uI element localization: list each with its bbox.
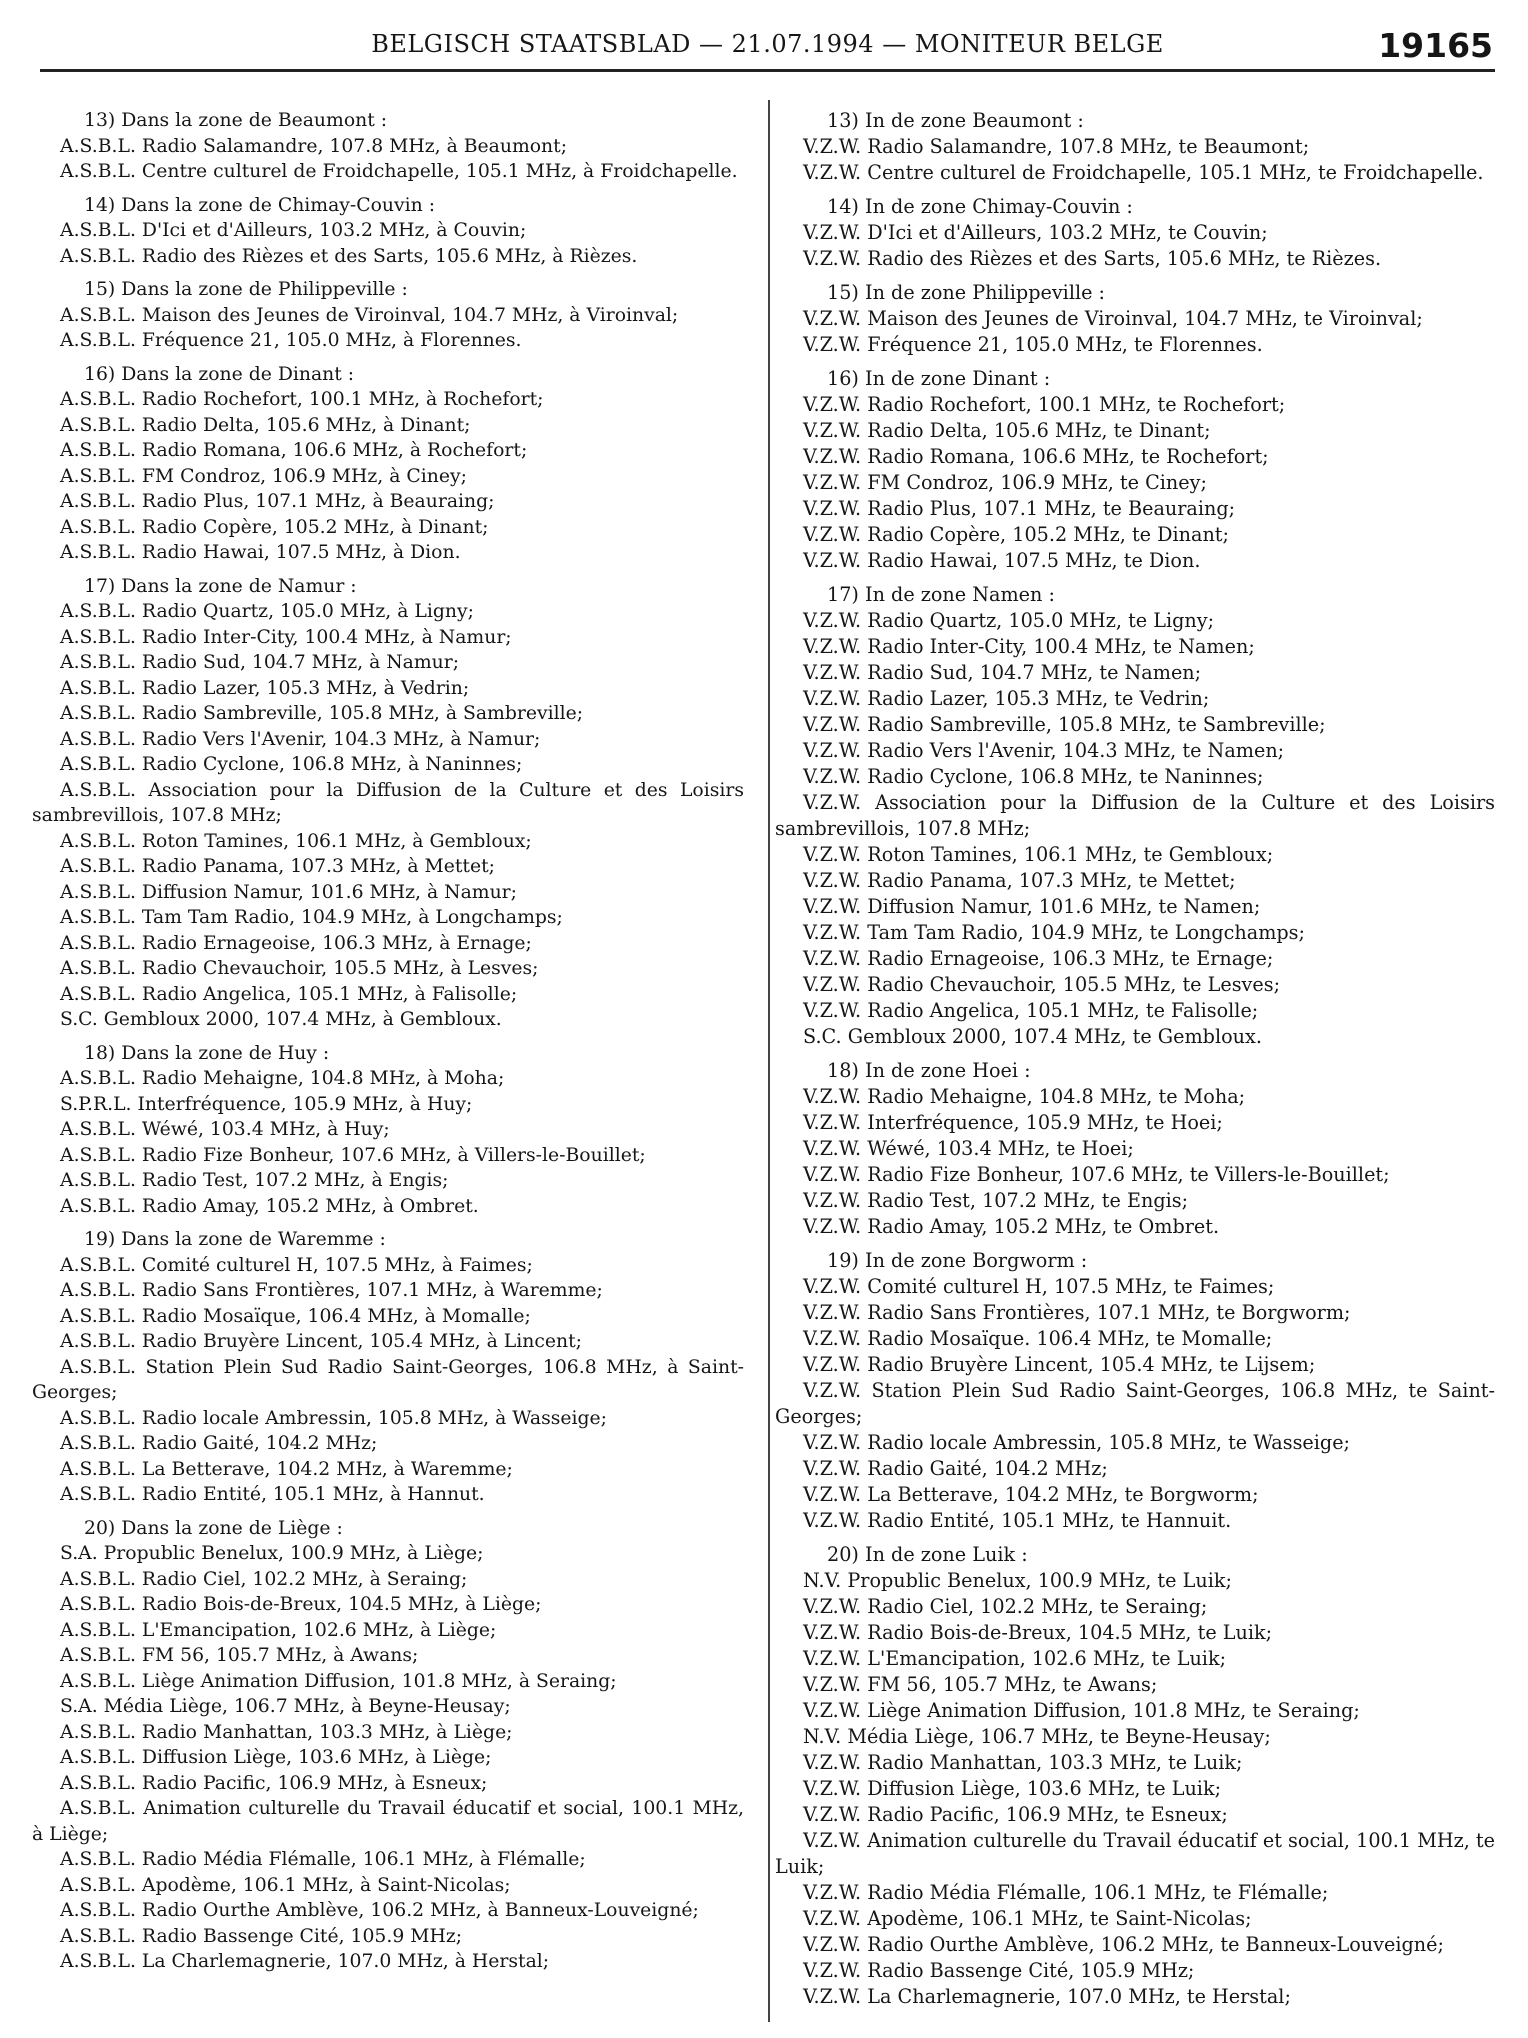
station-entry: V.Z.W. Apodème, 106.1 MHz, te Saint-Nicolas; (803, 1907, 1252, 1930)
station-entry: V.Z.W. Radio Manhattan, 103.3 MHz, te Luik; (803, 1751, 1243, 1774)
station-entry: V.Z.W. Radio Ourthe Amblève, 106.2 MHz, te Banneux-Louveigné; (803, 1933, 1444, 1956)
station-entry: V.Z.W. Radio locale Ambressin, 105.8 MHz, te Wasseige; (803, 1431, 1351, 1454)
station-entry: A.S.B.L. L'Emancipation, 102.6 MHz, à Liège; (60, 1619, 497, 1641)
station-entry: V.Z.W. Radio Bois-de-Breux, 104.5 MHz, te Luik; (803, 1621, 1273, 1644)
station-entry: A.S.B.L. Radio Sambreville, 105.8 MHz, à Sambreville; (60, 703, 584, 724)
station-entry: A.S.B.L. La Charlemagnerie, 107.0 MHz, à Herstal; (60, 1951, 550, 1972)
station-entry: A.S.B.L. Wéwé, 103.4 MHz, à Huy; (60, 1119, 390, 1140)
station-entry: V.Z.W. Radio Panama, 107.3 MHz, te Mettet; (803, 869, 1236, 892)
station-entry: V.Z.W. Radio Bruyère Lincent, 105.4 MHz, te Lijsem; (803, 1353, 1316, 1376)
station-entry: A.S.B.L. Fréquence 21, 105.0 MHz, à Florennes. (60, 330, 522, 351)
station-entry: A.S.B.L. Radio Ernageoise, 106.3 MHz, à Ernage; (60, 932, 532, 954)
zone-heading: 17) Dans la zone de Namur : (84, 575, 357, 597)
station-entry: V.Z.W. La Betterave, 104.2 MHz, te Borgworm; (803, 1483, 1259, 1506)
zone-section (32, 1516, 744, 1975)
zone-heading: 13) In de zone Beaumont : (827, 109, 1084, 132)
zone-section (775, 1058, 1495, 1240)
page-header (40, 26, 1495, 65)
zone-heading: 13) Dans la zone de Beaumont : (84, 110, 388, 131)
station-entry: V.Z.W. Radio Plus, 107.1 MHz, te Beauraing; (803, 497, 1236, 520)
zone-heading: 15) In de zone Philippeville : (827, 281, 1106, 304)
station-entry: S.P.R.L. Interfréquence, 105.9 MHz, à Huy; (60, 1093, 473, 1115)
zone-heading: 20) Dans la zone de Liège : (84, 1517, 343, 1539)
station-entry: A.S.B.L. Roton Tamines, 106.1 MHz, à Gembloux; (60, 830, 532, 852)
zone-section (775, 1248, 1495, 1534)
station-entry: V.Z.W. Radio Bassenge Cité, 105.9 MHz; (803, 1959, 1195, 1982)
zone-heading: 14) Dans la zone de Chimay-Couvin : (84, 194, 436, 216)
station-entry: V.Z.W. Association pour la Diffusion de la Culture et des Loisirs sambrevillois, 107.8 MHz; (775, 791, 1495, 840)
page-number: 19165 (1378, 26, 1493, 65)
station-entry: A.S.B.L. Radio Panama, 107.3 MHz, à Mettet; (60, 856, 495, 877)
station-entry: V.Z.W. L'Emancipation, 102.6 MHz, te Luik; (803, 1647, 1227, 1670)
station-entry: A.S.B.L. Radio Pacific, 106.9 MHz, à Esneux; (60, 1772, 488, 1794)
station-entry: V.Z.W. Diffusion Liège, 103.6 MHz, te Luik; (803, 1777, 1222, 1800)
station-entry: A.S.B.L. Radio Vers l'Avenir, 104.3 MHz, à Namur; (60, 728, 541, 750)
station-entry: S.C. Gembloux 2000, 107.4 MHz, te Gembloux. (803, 1025, 1262, 1048)
station-entry: A.S.B.L. Apodème, 106.1 MHz, à Saint-Nicolas; (60, 1874, 511, 1896)
station-entry: A.S.B.L. FM Condroz, 106.9 MHz, à Ciney; (60, 465, 467, 487)
station-entry: V.Z.W. Radio Sambreville, 105.8 MHz, te Sambreville; (803, 713, 1326, 736)
station-entry: V.Z.W. Maison des Jeunes de Viroinval, 104.7 MHz, te Viroinval; (803, 307, 1423, 330)
station-entry: V.Z.W. Radio Romana, 106.6 MHz, te Rochefort; (803, 445, 1269, 468)
station-entry: V.Z.W. Radio Lazer, 105.3 MHz, te Vedrin; (803, 687, 1210, 710)
station-entry: V.Z.W. Radio Test, 107.2 MHz, te Engis; (803, 1189, 1189, 1212)
station-entry: A.S.B.L. Radio Hawai, 107.5 MHz, à Dion. (60, 542, 461, 563)
station-entry: V.Z.W. Radio Salamandre, 107.8 MHz, te Beaumont; (803, 135, 1310, 158)
station-entry: V.Z.W. Radio Rochefort, 100.1 MHz, te Rochefort; (803, 393, 1286, 416)
zone-heading: 18) In de zone Hoei : (827, 1059, 1031, 1082)
station-entry: A.S.B.L. Radio Salamandre, 107.8 MHz, à Beaumont; (60, 135, 568, 157)
station-entry: V.Z.W. Wéwé, 103.4 MHz, te Hoei; (803, 1137, 1134, 1160)
station-entry: V.Z.W. Radio Quartz, 105.0 MHz, te Ligny; (803, 609, 1215, 632)
column-divider (768, 100, 770, 2022)
zone-section (775, 194, 1495, 272)
station-entry: A.S.B.L. Radio Gaité, 104.2 MHz; (60, 1433, 378, 1454)
station-entry: A.S.B.L. Radio Lazer, 105.3 MHz, à Vedrin; (60, 677, 470, 699)
station-entry: V.Z.W. Radio Gaité, 104.2 MHz; (803, 1457, 1108, 1480)
zone-section (32, 362, 744, 566)
zone-section (775, 108, 1495, 186)
station-entry: V.Z.W. Radio Amay, 105.2 MHz, te Ombret. (803, 1215, 1220, 1238)
station-entry: V.Z.W. Diffusion Namur, 101.6 MHz, te Namen; (803, 895, 1261, 918)
zone-section (32, 108, 744, 185)
station-entry: A.S.B.L. La Betterave, 104.2 MHz, à Waremme; (60, 1458, 513, 1480)
station-entry: A.S.B.L. Radio Ourthe Amblève, 106.2 MHz, à Banneux-Louveigné; (60, 1900, 699, 1921)
station-entry: V.Z.W. Radio Mosaïque. 106.4 MHz, te Momalle; (803, 1327, 1273, 1350)
station-entry: V.Z.W. Liège Animation Diffusion, 101.8 MHz, te Seraing; (803, 1699, 1360, 1722)
station-entry: V.Z.W. Radio Pacific, 106.9 MHz, te Esneux; (803, 1803, 1228, 1826)
station-entry: V.Z.W. Radio Ciel, 102.2 MHz, te Seraing; (803, 1595, 1208, 1618)
station-entry: A.S.B.L. Comité culturel H, 107.5 MHz, à Faimes; (60, 1254, 533, 1276)
station-entry: A.S.B.L. Radio Chevauchoir, 105.5 MHz, à Lesves; (60, 958, 539, 979)
station-entry: A.S.B.L. Association pour la Diffusion de la Culture et des Loisirs sambrevillois, 107.8 MHz; (32, 779, 744, 826)
station-entry: A.S.B.L. D'Ici et d'Ailleurs, 103.2 MHz, à Couvin; (60, 220, 527, 241)
station-entry: A.S.B.L. Radio Entité, 105.1 MHz, à Hannut. (60, 1484, 485, 1505)
zone-heading: 19) In de zone Borgworm : (827, 1249, 1088, 1272)
station-entry: V.Z.W. Animation culturelle du Travail éducatif et social, 100.1 MHz, te Luik; (775, 1829, 1495, 1878)
station-entry: A.S.B.L. Radio Sans Frontières, 107.1 MHz, à Waremme; (60, 1280, 603, 1301)
station-entry: V.Z.W. Radio des Rièzes et des Sarts, 105.6 MHz, te Rièzes. (803, 247, 1382, 270)
zone-section (32, 574, 744, 1033)
station-entry: A.S.B.L. Radio Romana, 106.6 MHz, à Rochefort; (60, 440, 528, 461)
station-entry: V.Z.W. Centre culturel de Froidchapelle, 105.1 MHz, te Froidchapelle. (803, 161, 1484, 184)
station-entry: A.S.B.L. Radio Manhattan, 103.3 MHz, à Liège; (60, 1721, 513, 1743)
station-entry: V.Z.W. Radio Sans Frontières, 107.1 MHz, te Borgworm; (803, 1301, 1351, 1324)
station-entry: V.Z.W. Radio Inter-City, 100.4 MHz, te Namen; (803, 635, 1255, 658)
station-entry: V.Z.W. Radio Mehaigne, 104.8 MHz, te Moha; (803, 1085, 1246, 1108)
station-entry: V.Z.W. Radio Ernageoise, 106.3 MHz, te Ernage; (803, 947, 1274, 970)
station-entry: A.S.B.L. Diffusion Liège, 103.6 MHz, à Liège; (60, 1747, 492, 1768)
station-entry: A.S.B.L. Radio Amay, 105.2 MHz, à Ombret. (60, 1195, 479, 1217)
station-entry: A.S.B.L. Radio Bassenge Cité, 105.9 MHz; (60, 1925, 463, 1947)
station-entry: A.S.B.L. Station Plein Sud Radio Saint-Georges, 106.8 MHz, à Saint-Georges; (32, 1356, 744, 1403)
station-entry: A.S.B.L. Radio Rochefort, 100.1 MHz, à Rochefort; (60, 389, 544, 410)
station-entry: V.Z.W. Tam Tam Radio, 104.9 MHz, te Longchamps; (803, 921, 1305, 944)
station-entry: N.V. Média Liège, 106.7 MHz, te Beyne-Heusay; (803, 1725, 1271, 1748)
station-entry: V.Z.W. Radio Média Flémalle, 106.1 MHz, te Flémalle; (803, 1881, 1329, 1904)
station-entry: S.A. Média Liège, 106.7 MHz, à Beyne-Heusay; (60, 1696, 511, 1717)
zone-heading: 18) Dans la zone de Huy : (84, 1042, 330, 1064)
station-entry: A.S.B.L. Animation culturelle du Travail éducatif et social, 100.1 MHz, à Liège; (32, 1798, 744, 1845)
station-entry: V.Z.W. Station Plein Sud Radio Saint-Georges, 106.8 MHz, te Saint-Georges; (775, 1379, 1495, 1428)
station-entry: V.Z.W. Radio Entité, 105.1 MHz, te Hannuit. (803, 1509, 1232, 1532)
station-entry: V.Z.W. Radio Copère, 105.2 MHz, te Dinant; (803, 523, 1229, 546)
station-entry: A.S.B.L. Radio des Rièzes et des Sarts, 105.6 MHz, à Rièzes. (60, 245, 638, 267)
station-entry: A.S.B.L. Radio Média Flémalle, 106.1 MHz, à Flémalle; (60, 1849, 586, 1870)
station-entry: A.S.B.L. Radio Sud, 104.7 MHz, à Namur; (60, 652, 460, 673)
zone-section (32, 193, 744, 270)
station-entry: A.S.B.L. Radio Fize Bonheur, 107.6 MHz, à Villers-le-Bouillet; (60, 1144, 646, 1166)
french-column (32, 108, 744, 1983)
dutch-column (775, 108, 1495, 2018)
station-entry: A.S.B.L. Radio Mosaïque, 106.4 MHz, à Momalle; (60, 1305, 531, 1327)
zone-section (775, 582, 1495, 1050)
station-entry: A.S.B.L. Radio Test, 107.2 MHz, à Engis; (60, 1170, 449, 1191)
header-title: BELGISCH STAATSBLAD — 21.07.1994 — MONITEUR BELGE (371, 30, 1164, 58)
station-entry: A.S.B.L. FM 56, 105.7 MHz, à Awans; (60, 1645, 419, 1666)
zone-heading: 14) In de zone Chimay-Couvin : (827, 195, 1133, 218)
zone-section (32, 1227, 744, 1508)
station-entry: V.Z.W. FM Condroz, 106.9 MHz, te Ciney; (803, 471, 1207, 494)
station-entry: A.S.B.L. Radio Ciel, 102.2 MHz, à Seraing; (60, 1568, 468, 1590)
station-entry: A.S.B.L. Radio Plus, 107.1 MHz, à Beauraing; (60, 491, 495, 512)
station-entry: A.S.B.L. Radio Copère, 105.2 MHz, à Dinant; (60, 516, 489, 538)
station-entry: V.Z.W. Comité culturel H, 107.5 MHz, te Faimes; (803, 1275, 1275, 1298)
station-entry: A.S.B.L. Radio Quartz, 105.0 MHz, à Ligny; (60, 601, 474, 622)
zone-heading: 16) In de zone Dinant : (827, 367, 1051, 390)
station-entry: S.A. Propublic Benelux, 100.9 MHz, à Liège; (60, 1543, 484, 1564)
station-entry: V.Z.W. Radio Vers l'Avenir, 104.3 MHz, te Namen; (803, 739, 1285, 762)
zone-heading: 19) Dans la zone de Waremme : (84, 1229, 386, 1250)
station-entry: N.V. Propublic Benelux, 100.9 MHz, te Luik; (803, 1569, 1232, 1592)
header-rule (40, 69, 1495, 72)
zone-section (32, 1041, 744, 1220)
zone-heading: 17) In de zone Namen : (827, 583, 1055, 606)
station-entry: V.Z.W. Radio Fize Bonheur, 107.6 MHz, te Villers-le-Bouillet; (803, 1163, 1390, 1186)
station-entry: V.Z.W. Radio Sud, 104.7 MHz, te Namen; (803, 661, 1202, 684)
station-entry: V.Z.W. Radio Chevauchoir, 105.5 MHz, te Lesves; (803, 973, 1281, 996)
zone-section (32, 277, 744, 354)
station-entry: V.Z.W. Fréquence 21, 105.0 MHz, te Florennes. (803, 333, 1263, 356)
station-entry: V.Z.W. Radio Angelica, 105.1 MHz, te Falisolle; (803, 999, 1259, 1022)
station-entry: V.Z.W. Roton Tamines, 106.1 MHz, te Gembloux; (803, 843, 1274, 866)
station-entry: S.C. Gembloux 2000, 107.4 MHz, à Gembloux. (60, 1009, 502, 1030)
station-entry: V.Z.W. Radio Cyclone, 106.8 MHz, te Naninnes; (803, 765, 1264, 788)
station-entry: A.S.B.L. Tam Tam Radio, 104.9 MHz, à Longchamps; (60, 907, 563, 928)
station-entry: A.S.B.L. Radio Delta, 105.6 MHz, à Dinant; (60, 414, 471, 436)
zone-heading: 16) Dans la zone de Dinant : (84, 363, 355, 385)
zone-heading: 20) In de zone Luik : (827, 1543, 1028, 1566)
zone-heading: 15) Dans la zone de Philippeville : (84, 279, 408, 300)
station-entry: A.S.B.L. Radio Bois-de-Breux, 104.5 MHz, à Liège; (60, 1594, 542, 1615)
zone-section (775, 280, 1495, 358)
station-entry: A.S.B.L. Radio Bruyère Lincent, 105.4 MHz, à Lincent; (60, 1331, 582, 1352)
station-entry: V.Z.W. Radio Delta, 105.6 MHz, te Dinant; (803, 419, 1211, 442)
station-entry: A.S.B.L. Centre culturel de Froidchapelle, 105.1 MHz, à Froidchapelle. (60, 161, 738, 182)
station-entry: A.S.B.L. Radio locale Ambressin, 105.8 MHz, à Wasseige; (60, 1407, 607, 1429)
station-entry: A.S.B.L. Liège Animation Diffusion, 101.8 MHz, à Seraing; (60, 1670, 617, 1692)
station-entry: V.Z.W. Radio Hawai, 107.5 MHz, te Dion. (803, 549, 1201, 572)
station-entry: A.S.B.L. Diffusion Namur, 101.6 MHz, à Namur; (60, 881, 517, 903)
station-entry: A.S.B.L. Radio Inter-City, 100.4 MHz, à Namur; (60, 626, 512, 648)
station-entry: A.S.B.L. Radio Cyclone, 106.8 MHz, à Naninnes; (60, 754, 523, 775)
station-entry: A.S.B.L. Maison des Jeunes de Viroinval, 104.7 MHz, à Viroinval; (60, 304, 679, 326)
zone-section (775, 366, 1495, 574)
station-entry: A.S.B.L. Radio Mehaigne, 104.8 MHz, à Moha; (60, 1068, 505, 1089)
station-entry: V.Z.W. FM 56, 105.7 MHz, te Awans; (803, 1673, 1158, 1696)
station-entry: A.S.B.L. Radio Angelica, 105.1 MHz, à Falisolle; (60, 983, 518, 1005)
station-entry: V.Z.W. La Charlemagnerie, 107.0 MHz, te Herstal; (803, 1985, 1291, 2008)
station-entry: V.Z.W. Interfréquence, 105.9 MHz, te Hoei; (803, 1111, 1223, 1134)
station-entry: V.Z.W. D'Ici et d'Ailleurs, 103.2 MHz, te Couvin; (803, 221, 1268, 244)
zone-section (775, 1542, 1495, 2010)
